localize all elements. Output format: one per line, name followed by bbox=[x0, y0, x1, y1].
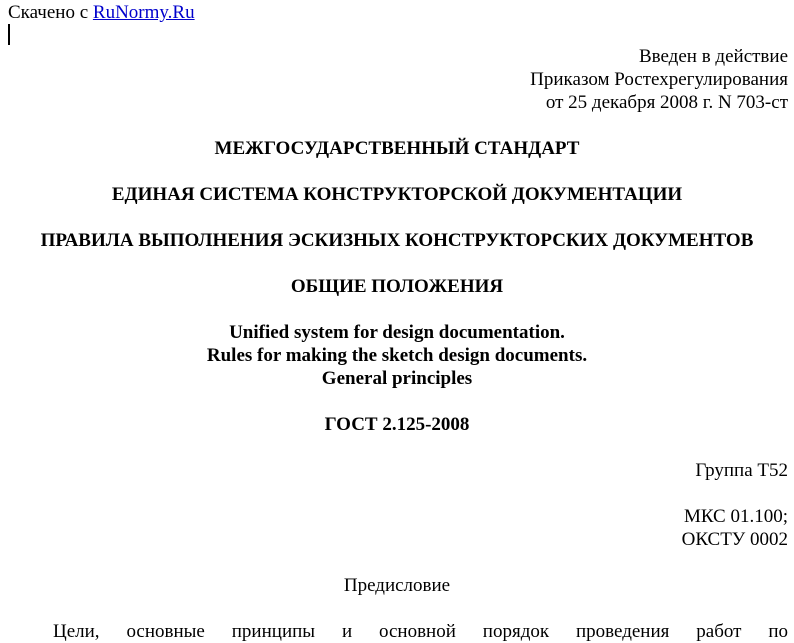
okstu-code: ОКСТУ 0002 bbox=[681, 529, 788, 550]
text-cursor bbox=[8, 24, 10, 45]
paragraph-word: по bbox=[768, 621, 788, 642]
source-prefix: Скачено с bbox=[8, 2, 89, 23]
english-line: General principles bbox=[321, 368, 473, 389]
group-code: Группа Т52 bbox=[695, 460, 788, 481]
paragraph-word: и bbox=[341, 621, 353, 642]
intro-line: от 25 декабря 2008 г. N 703-ст bbox=[545, 92, 788, 113]
system-title: ЕДИНАЯ СИСТЕМА КОНСТРУКТОРСКОЙ ДОКУМЕНТАЦИИ bbox=[111, 184, 683, 205]
intro-line: Приказом Ростехрегулирования bbox=[530, 69, 788, 90]
paragraph-word: основные bbox=[126, 621, 205, 642]
english-title bbox=[0, 321, 794, 390]
english-line: Unified system for design documentation. bbox=[229, 322, 565, 343]
standard-title: МЕЖГОСУДАРСТВЕННЫЙ СТАНДАРТ bbox=[214, 138, 580, 159]
classification-codes bbox=[682, 505, 788, 551]
paragraph-word: Цели, bbox=[53, 621, 100, 642]
rules-title: ПРАВИЛА ВЫПОЛНЕНИЯ ЭСКИЗНЫХ КОНСТРУКТОРСКИХ ДОКУМЕНТОВ bbox=[40, 230, 754, 251]
paragraph-word: принципы bbox=[231, 621, 316, 642]
paragraph-word: проведения bbox=[575, 621, 670, 642]
source-line bbox=[8, 1, 195, 24]
paragraph-word: основной bbox=[379, 621, 456, 642]
source-link[interactable]: RuNormy.Ru bbox=[92, 2, 195, 23]
paragraph-word: работ bbox=[696, 621, 742, 642]
foreword-heading: Предисловие bbox=[343, 575, 451, 596]
general-title: ОБЩИЕ ПОЛОЖЕНИЯ bbox=[290, 276, 504, 297]
english-line: Rules for making the sketch design documents. bbox=[206, 345, 588, 366]
intro-line: Введен в действие bbox=[638, 46, 788, 67]
paragraph-word: порядок bbox=[482, 621, 550, 642]
gost-number: ГОСТ 2.125-2008 bbox=[324, 414, 470, 435]
mks-code: МКС 01.100; bbox=[683, 506, 788, 527]
body-paragraph bbox=[53, 620, 788, 643]
intro-block bbox=[530, 45, 788, 114]
